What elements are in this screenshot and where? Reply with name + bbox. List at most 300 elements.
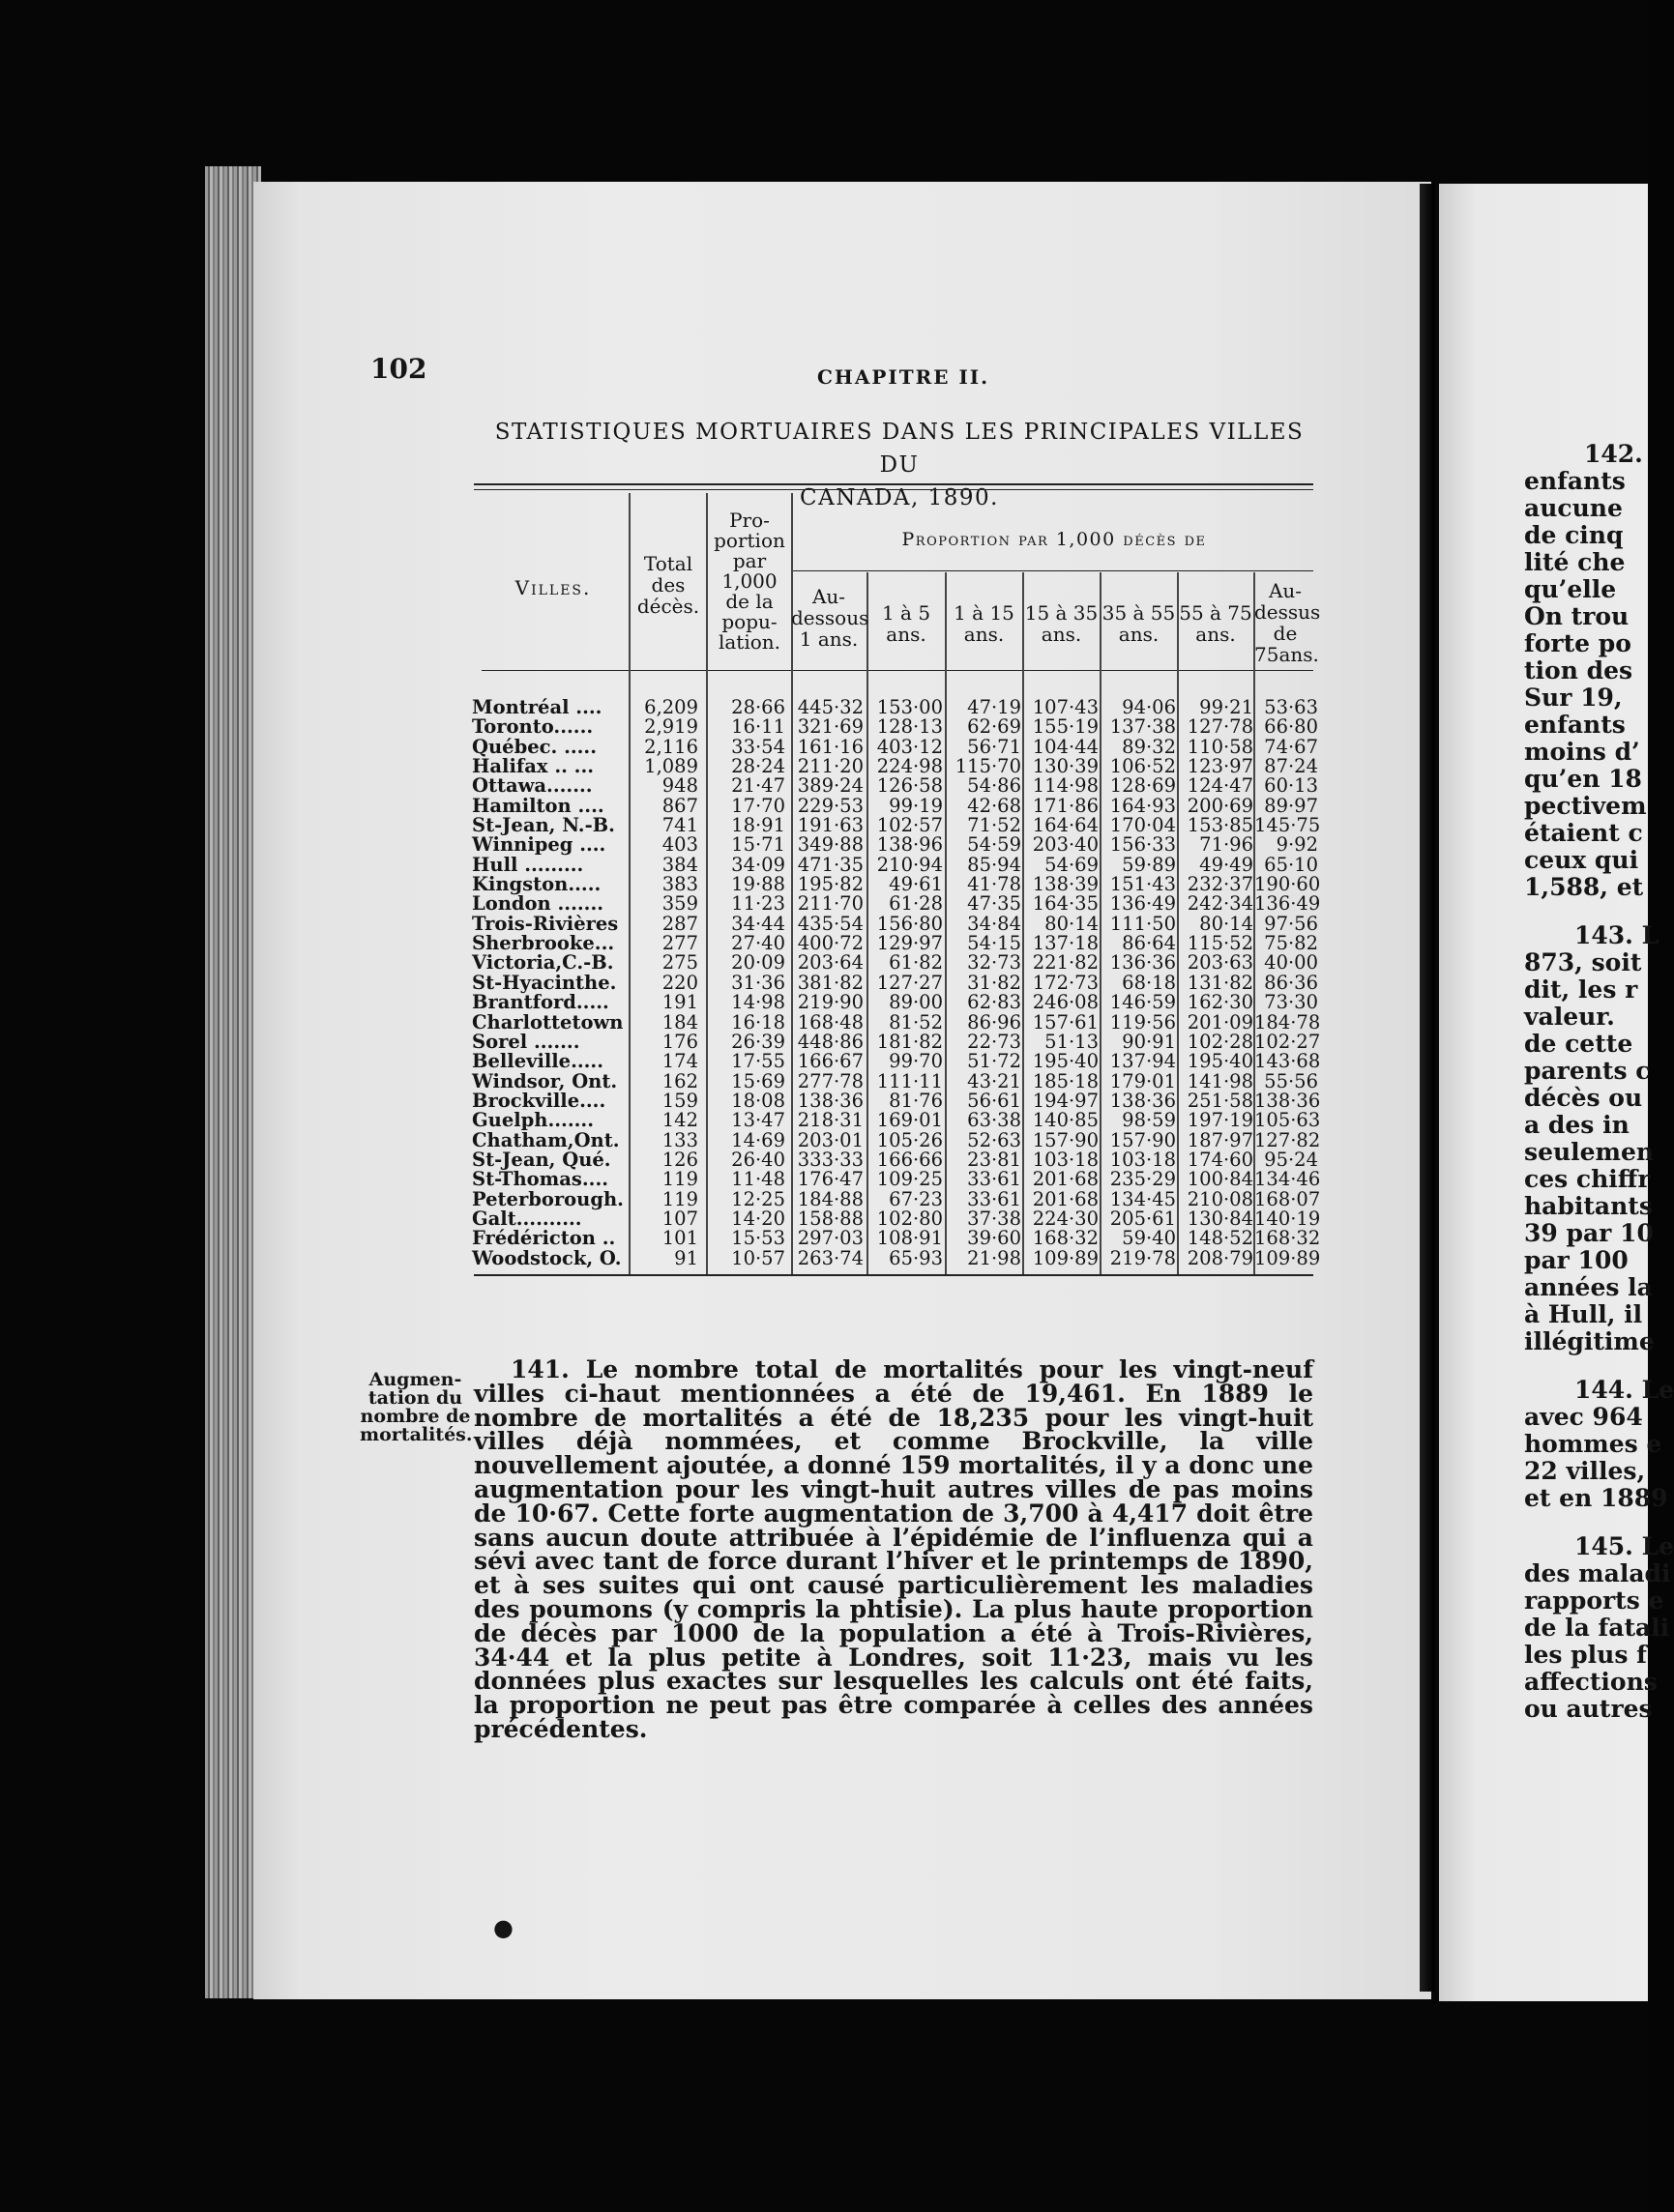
right-page-text-fragment: parents c	[1524, 1057, 1651, 1085]
table-cell: 31·82	[967, 971, 1021, 994]
right-page-text-fragment: Sur 19,	[1524, 684, 1623, 712]
table-cell: 221·82	[1032, 951, 1099, 975]
table-cell: 124·47	[1187, 774, 1253, 798]
table-cell: 60·13	[1264, 774, 1318, 798]
table-cell: 111·11	[876, 1069, 943, 1092]
table-cell: 26·40	[731, 1148, 785, 1171]
header-villes: Villes.	[514, 576, 592, 599]
table-cell: 128·13	[876, 715, 943, 739]
header-age-55-75: 55 à 75 ans.	[1179, 601, 1252, 646]
city-name: Ottawa.......	[472, 774, 593, 798]
table-cell: 251·58	[1187, 1089, 1253, 1112]
table-cell: 187·97	[1187, 1128, 1253, 1151]
table-cell: 102·80	[876, 1207, 943, 1230]
table-cell: 127·82	[1254, 1128, 1321, 1151]
table-cell: 61·82	[889, 951, 943, 975]
table-cell: 195·40	[1032, 1050, 1099, 1073]
table-cell: 14·98	[731, 991, 785, 1014]
paragraph-141: 141. Le nombre total de mortalités pour les vingt-neuf villes ci-haut mentionnées a été de 19,461. En 1889 le nombre de mortalités a été de 18,235 pour les vingt-huit villes déjà nommées, et comme Brockville, la ville nouvellement ajoutée, a donné 159 mortalités, il y a donc une augmentation pour les vingt-huit autres villes de pas moins de 10·67. Cette forte augmentation de 3,700 à 4,417 doit être sans aucun doute attribuée à l’épidémie de l’influenza qui a sévi avec tant de force durant l’hiver et le printemps de 1890, et à ses suites qui ont causé particulièrement les maladies des poumons (y compris la phtisie). La plus haute proportion de décès par 1000 de la population a été à Trois-Rivières, 34·44 et la plus petite à Londres, soit 11·23, mais vu les données plus exactes sur lesquelles les calculs ont été faits, la proportion ne peut pas être comparée à celles des années précédentes.	[474, 1355, 1313, 1743]
right-page-text-fragment: 22 villes,	[1524, 1457, 1646, 1485]
right-page-text-fragment: hommes e	[1524, 1430, 1662, 1458]
table-cell: 471·35	[797, 853, 864, 876]
table-cell: 321·69	[797, 715, 864, 739]
city-name: Trois-Rivières	[472, 912, 619, 935]
table-cell: 201·68	[1032, 1187, 1099, 1210]
group-header-rule	[793, 570, 1313, 571]
table-cell: 138·36	[797, 1089, 864, 1112]
table-cell: 162·30	[1187, 991, 1253, 1014]
table-cell: 22·73	[967, 1030, 1021, 1053]
table-cell: 174	[661, 1050, 698, 1073]
table-cell: 203·63	[1187, 951, 1253, 975]
city-name: Belleville.....	[472, 1050, 604, 1073]
header-age-1-15: 1 à 15 ans.	[954, 601, 1014, 646]
table-cell: 74·67	[1264, 735, 1318, 758]
table-cell: 89·97	[1264, 794, 1318, 817]
table-cell: 14·20	[731, 1207, 785, 1230]
table-cell: 119	[661, 1187, 698, 1210]
table-cell: 115·52	[1187, 932, 1253, 955]
table-cell: 101	[661, 1227, 698, 1250]
table-cell: 51·72	[967, 1050, 1021, 1073]
right-page-text-fragment: décès ou	[1524, 1084, 1643, 1112]
right-page-text-fragment: tion des	[1524, 656, 1633, 684]
table-cell: 32·73	[967, 951, 1021, 975]
table-cell: 67·23	[889, 1187, 943, 1210]
table-cell: 155·19	[1032, 715, 1099, 739]
table-cell: 359	[661, 892, 698, 916]
table-cell: 54·59	[967, 833, 1021, 857]
table-cell: 145·75	[1254, 814, 1321, 837]
table-cell: 15·71	[731, 833, 785, 857]
table-cell: 19·88	[731, 873, 785, 896]
table-cell: 99·19	[889, 794, 943, 817]
city-name: St-Hyacinthe.	[472, 971, 617, 994]
table-cell: 56·71	[967, 735, 1021, 758]
table-cell: 102·57	[876, 814, 943, 837]
table-cell: 109·89	[1254, 1246, 1321, 1269]
table-cell: 65·93	[889, 1246, 943, 1269]
city-name: Woodstock, O.	[472, 1246, 622, 1269]
table-cell: 98·59	[1122, 1109, 1176, 1132]
ink-blot: ●	[493, 1914, 514, 1941]
table-cell: 66·80	[1264, 715, 1318, 739]
table-cell: 194·97	[1032, 1089, 1099, 1112]
table-cell: 99·21	[1199, 696, 1253, 718]
table-cell: 54·69	[1044, 853, 1099, 876]
table-cell: 90·91	[1122, 1030, 1176, 1053]
table-top-rule	[474, 483, 1313, 485]
table-cell: 948	[661, 774, 698, 798]
table-cell: 140·19	[1254, 1207, 1321, 1230]
table-cell: 184·78	[1254, 1010, 1321, 1033]
table-cell: 138·36	[1109, 1089, 1176, 1112]
table-cell: 65·10	[1264, 853, 1318, 876]
table-cell: 349·88	[797, 833, 864, 857]
table-cell: 6,209	[644, 696, 698, 718]
table-cell: 104·44	[1032, 735, 1099, 758]
table-cell: 26·39	[731, 1030, 785, 1053]
table-cell: 71·96	[1199, 833, 1253, 857]
table-cell: 219·78	[1109, 1246, 1176, 1269]
table-cell: 203·40	[1032, 833, 1099, 857]
table-cell: 81·76	[889, 1089, 943, 1112]
right-page-text-fragment: aucune	[1524, 494, 1623, 522]
table-cell: 56·61	[967, 1089, 1021, 1112]
table-cell: 39·60	[967, 1227, 1021, 1250]
table-cell: 86·96	[967, 1010, 1021, 1033]
right-page-text-fragment: de cette	[1524, 1030, 1633, 1058]
table-cell: 137·18	[1032, 932, 1099, 955]
right-page-text-fragment: des maladi	[1524, 1559, 1671, 1587]
table-cell: 9·92	[1276, 833, 1318, 857]
table-cell: 15·53	[731, 1227, 785, 1250]
page-number: 102	[370, 353, 427, 385]
table-cell: 235·29	[1109, 1168, 1176, 1191]
table-cell: 34·09	[731, 853, 785, 876]
table-cell: 40·00	[1264, 951, 1318, 975]
table-cell: 41·78	[967, 873, 1021, 896]
table-cell: 164·64	[1032, 814, 1099, 837]
table-cell: 89·00	[889, 991, 943, 1014]
city-name: Hamilton ....	[472, 794, 604, 817]
table-cell: 23·81	[967, 1148, 1021, 1171]
table-cell: 1,089	[644, 755, 698, 778]
table-cell: 277	[661, 932, 698, 955]
right-page-text-fragment: qu’elle	[1524, 575, 1617, 603]
table-cell: 191·63	[797, 814, 864, 837]
table-bottom-rule	[474, 1274, 1313, 1276]
table-title-line-2: CANADA, 1890.	[800, 485, 999, 510]
table-cell: 75·82	[1264, 932, 1318, 955]
table-cell: 37·38	[967, 1207, 1021, 1230]
table-cell: 383	[661, 873, 698, 896]
table-cell: 275	[661, 951, 698, 975]
table-cell: 203·64	[797, 951, 864, 975]
table-cell: 126	[661, 1148, 698, 1171]
table-cell: 91	[674, 1246, 698, 1269]
table-cell: 95·24	[1264, 1148, 1318, 1171]
right-page-text-fragment: lité che	[1524, 548, 1626, 576]
right-page-text-fragment: années la	[1524, 1273, 1653, 1301]
table-cell: 161·16	[797, 735, 864, 758]
table-cell: 203·01	[797, 1128, 864, 1151]
table-cell: 68·18	[1122, 971, 1176, 994]
table-cell: 2,116	[644, 735, 698, 758]
table-cell: 210·94	[876, 853, 943, 876]
right-page-text-fragment: illégitime	[1524, 1327, 1655, 1355]
table-cell: 157·61	[1032, 1010, 1099, 1033]
right-page-text-fragment: à Hull, il	[1524, 1300, 1643, 1328]
table-cell: 130·84	[1187, 1207, 1253, 1230]
running-head: CHAPITRE II.	[817, 365, 990, 389]
city-name: St-Thomas....	[472, 1168, 609, 1191]
right-page-text-fragment: ces chiffr	[1524, 1165, 1651, 1193]
table-cell: 172·73	[1032, 971, 1099, 994]
table-cell: 400·72	[797, 932, 864, 955]
city-name: Peterborough.	[472, 1187, 624, 1210]
right-page-text-fragment: rapports e	[1524, 1586, 1664, 1615]
table-cell: 89·32	[1122, 735, 1176, 758]
table-top-rule-2	[474, 489, 1313, 490]
table-cell: 127·27	[876, 971, 943, 994]
table-cell: 107	[661, 1207, 698, 1230]
table-cell: 201·09	[1187, 1010, 1253, 1033]
right-page-text-fragment: pectivem	[1524, 792, 1647, 820]
table-cell: 99·70	[889, 1050, 943, 1073]
right-page-text-fragment: On trou	[1524, 602, 1630, 630]
right-page-text-fragment: moins d’	[1524, 738, 1640, 766]
table-cell: 17·55	[731, 1050, 785, 1073]
table-cell: 224·98	[876, 755, 943, 778]
table-cell: 185·18	[1032, 1069, 1099, 1092]
table-cell: 43·21	[967, 1069, 1021, 1092]
table-cell: 208·79	[1187, 1246, 1253, 1269]
table-cell: 17·70	[731, 794, 785, 817]
table-cell: 34·84	[967, 912, 1021, 935]
table-title-line-1: STATISTIQUES MORTUAIRES DANS LES PRINCIPALES VILLES DU	[494, 420, 1305, 478]
table-cell: 224·30	[1032, 1207, 1099, 1230]
table-cell: 108·91	[876, 1227, 943, 1250]
right-page-text-fragment: de cinq	[1524, 521, 1624, 549]
table-cell: 164·35	[1032, 892, 1099, 916]
table-cell: 42·68	[967, 794, 1021, 817]
city-name: Victoria,C.-B.	[472, 951, 614, 975]
right-page-text-fragment: ceux qui	[1524, 846, 1639, 874]
table-title	[474, 416, 1325, 514]
table-cell: 55·56	[1264, 1069, 1318, 1092]
right-page-text-fragment: dit, les r	[1524, 975, 1638, 1004]
header-total: Total des décès.	[636, 552, 700, 618]
table-cell: 197·19	[1187, 1109, 1253, 1132]
table-cell: 333·33	[797, 1148, 864, 1171]
table-cell: 107·43	[1032, 696, 1099, 718]
table-cell: 105·26	[876, 1128, 943, 1151]
table-cell: 448·86	[797, 1030, 864, 1053]
right-page-text-fragment: ou autres	[1524, 1695, 1653, 1723]
table-cell: 137·38	[1109, 715, 1176, 739]
table-cell: 16·18	[731, 1010, 785, 1033]
table-cell: 15·69	[731, 1069, 785, 1092]
table-cell: 141·98	[1187, 1069, 1253, 1092]
table-cell: 12·25	[731, 1187, 785, 1210]
table-cell: 181·82	[876, 1030, 943, 1053]
table-cell: 232·37	[1187, 873, 1253, 896]
city-name: Windsor, Ont.	[472, 1069, 618, 1092]
table-cell: 21·98	[967, 1246, 1021, 1269]
table-cell: 47·19	[967, 696, 1021, 718]
table-cell: 51·13	[1044, 1030, 1099, 1053]
city-name: Québec. .....	[472, 735, 598, 758]
table-cell: 867	[661, 794, 698, 817]
table-cell: 62·83	[967, 991, 1021, 1014]
table-cell: 153·85	[1187, 814, 1253, 837]
table-cell: 130·39	[1032, 755, 1099, 778]
table-cell: 156·80	[876, 912, 943, 935]
table-cell: 109·89	[1032, 1246, 1099, 1269]
table-cell: 62·69	[967, 715, 1021, 739]
table-cell: 11·23	[731, 892, 785, 916]
table-cell: 190·60	[1254, 873, 1321, 896]
header-bottom-rule	[482, 670, 1313, 671]
table-cell: 80·14	[1199, 912, 1253, 935]
table-cell: 168·32	[1254, 1227, 1321, 1250]
table-cell: 211·70	[797, 892, 864, 916]
table-cell: 11·48	[731, 1168, 785, 1191]
table-cell: 128·69	[1109, 774, 1176, 798]
table-cell: 445·32	[797, 696, 864, 718]
city-name: Montréal ....	[472, 696, 602, 718]
right-page-text-fragment: les plus f	[1524, 1641, 1647, 1669]
city-name: Charlottetown	[472, 1010, 624, 1033]
table-cell: 140·85	[1032, 1109, 1099, 1132]
table-cell: 94·06	[1122, 696, 1176, 718]
table-cell: 136·49	[1109, 892, 1176, 916]
right-page-text-fragment: enfants	[1524, 711, 1626, 739]
table-cell: 159	[661, 1089, 698, 1112]
header-group-proportion: Proportion par 1,000 décès de	[901, 529, 1207, 550]
table-cell: 63·38	[967, 1109, 1021, 1132]
table-cell: 168·48	[797, 1010, 864, 1033]
table-cell: 2,919	[644, 715, 698, 739]
table-cell: 191	[661, 991, 698, 1014]
table-cell: 123·97	[1187, 755, 1253, 778]
table-cell: 119	[661, 1168, 698, 1191]
table-cell: 168·07	[1254, 1187, 1321, 1210]
right-page-text-fragment: 145. Le	[1574, 1532, 1674, 1560]
table-cell: 131·82	[1187, 971, 1253, 994]
right-page-text-fragment: et en 1889	[1524, 1484, 1668, 1512]
header-proportion: Pro- portion par 1,000 de la popu- lation.	[714, 509, 785, 654]
table-cell: 87·24	[1264, 755, 1318, 778]
table-cell: 115·70	[954, 755, 1021, 778]
table-cell: 184	[661, 1010, 698, 1033]
right-page-text-fragment: étaient c	[1524, 819, 1643, 847]
right-page-text-fragment: 1,588, et	[1524, 873, 1644, 901]
table-cell: 105·63	[1254, 1109, 1321, 1132]
city-name: St-Jean, Qué.	[472, 1148, 611, 1171]
table-cell: 21·47	[731, 774, 785, 798]
right-page-text-fragment: avec 964	[1524, 1403, 1643, 1431]
city-name: Toronto......	[472, 715, 594, 739]
table-cell: 28·24	[731, 755, 785, 778]
table-cell: 59·89	[1122, 853, 1176, 876]
table-cell: 126·58	[876, 774, 943, 798]
table-cell: 34·44	[731, 912, 785, 935]
table-cell: 106·52	[1109, 755, 1176, 778]
city-name: Guelph.......	[472, 1109, 594, 1132]
table-cell: 54·86	[967, 774, 1021, 798]
table-cell: 403·12	[876, 735, 943, 758]
table-cell: 33·54	[731, 735, 785, 758]
right-page-text-fragment: affections	[1524, 1668, 1658, 1696]
right-page-text-fragment: 873, soit	[1524, 948, 1642, 976]
table-cell: 403	[661, 833, 698, 857]
table-cell: 28·66	[731, 696, 785, 718]
right-page-text-fragment: forte po	[1524, 629, 1631, 657]
header-age-over-75: Au- dessus de 75ans.	[1254, 579, 1321, 666]
city-name: Chatham,Ont.	[472, 1128, 620, 1151]
table-cell: 49·61	[889, 873, 943, 896]
right-page-text-fragment: 143. L	[1574, 921, 1659, 949]
table-cell: 97·56	[1264, 912, 1318, 935]
table-cell: 136·49	[1254, 892, 1321, 916]
table-cell: 220	[661, 971, 698, 994]
table-cell: 179·01	[1109, 1069, 1176, 1092]
right-page-text-fragment: 142.	[1584, 440, 1643, 468]
table-cell: 219·90	[797, 991, 864, 1014]
table-cell: 146·59	[1109, 991, 1176, 1014]
table-cell: 200·69	[1187, 794, 1253, 817]
right-page-text-fragment: enfants	[1524, 467, 1626, 495]
city-name: Halifax .. ...	[472, 755, 595, 778]
table-cell: 13·47	[731, 1109, 785, 1132]
table-cell: 111·50	[1109, 912, 1176, 935]
table-cell: 174·60	[1187, 1148, 1253, 1171]
header-age-15-35: 15 à 35 ans.	[1024, 601, 1099, 646]
header-age-under-1: Au- dessous 1 ans.	[791, 585, 869, 651]
table-cell: 31·36	[731, 971, 785, 994]
table-cell: 176	[661, 1030, 698, 1053]
table-cell: 109·25	[876, 1168, 943, 1191]
table-cell: 102·27	[1254, 1030, 1321, 1053]
right-page-text-fragment: 39 par 10	[1524, 1219, 1654, 1247]
table-cell: 184·88	[797, 1187, 864, 1210]
table-cell: 27·40	[731, 932, 785, 955]
table-cell: 164·93	[1109, 794, 1176, 817]
table-cell: 158·88	[797, 1207, 864, 1230]
table-cell: 86·36	[1264, 971, 1318, 994]
city-name: Sorel .......	[472, 1030, 580, 1053]
table-cell: 137·94	[1109, 1050, 1176, 1073]
right-page-text-fragment: valeur.	[1524, 1003, 1615, 1031]
table-cell: 73·30	[1264, 991, 1318, 1014]
city-name: Brockville....	[472, 1089, 606, 1112]
table-cell: 136·36	[1109, 951, 1176, 975]
table-cell: 195·82	[797, 873, 864, 896]
table-cell: 103·18	[1032, 1148, 1099, 1171]
table-cell: 170·04	[1109, 814, 1176, 837]
table-cell: 176·47	[797, 1168, 864, 1191]
table-cell: 166·66	[876, 1148, 943, 1171]
table-cell: 297·03	[797, 1227, 864, 1250]
table-cell: 10·57	[731, 1246, 785, 1269]
table-cell: 61·28	[889, 892, 943, 916]
table-cell: 127·78	[1187, 715, 1253, 739]
table-cell: 211·20	[797, 755, 864, 778]
right-page-text-fragment: habitants	[1524, 1192, 1653, 1220]
city-name: St-Jean, N.-B.	[472, 814, 615, 837]
table-cell: 52·63	[967, 1128, 1021, 1151]
table-cell: 138·39	[1032, 873, 1099, 896]
table-cell: 49·49	[1199, 853, 1253, 876]
city-name: London .......	[472, 892, 604, 916]
city-name: Kingston.....	[472, 873, 602, 896]
city-name: Winnipeg ....	[472, 833, 606, 857]
city-name: Hull .........	[472, 853, 584, 876]
table-cell: 142	[661, 1109, 698, 1132]
city-name: Galt..........	[472, 1207, 582, 1230]
table-cell: 143·68	[1254, 1050, 1321, 1073]
table-cell: 102·28	[1187, 1030, 1253, 1053]
table-cell: 138·96	[876, 833, 943, 857]
table-cell: 80·14	[1044, 912, 1099, 935]
table-cell: 157·90	[1032, 1128, 1099, 1151]
table-cell: 246·08	[1032, 991, 1099, 1014]
table-cell: 435·54	[797, 912, 864, 935]
table-cell: 205·61	[1109, 1207, 1176, 1230]
table-cell: 151·43	[1109, 873, 1176, 896]
